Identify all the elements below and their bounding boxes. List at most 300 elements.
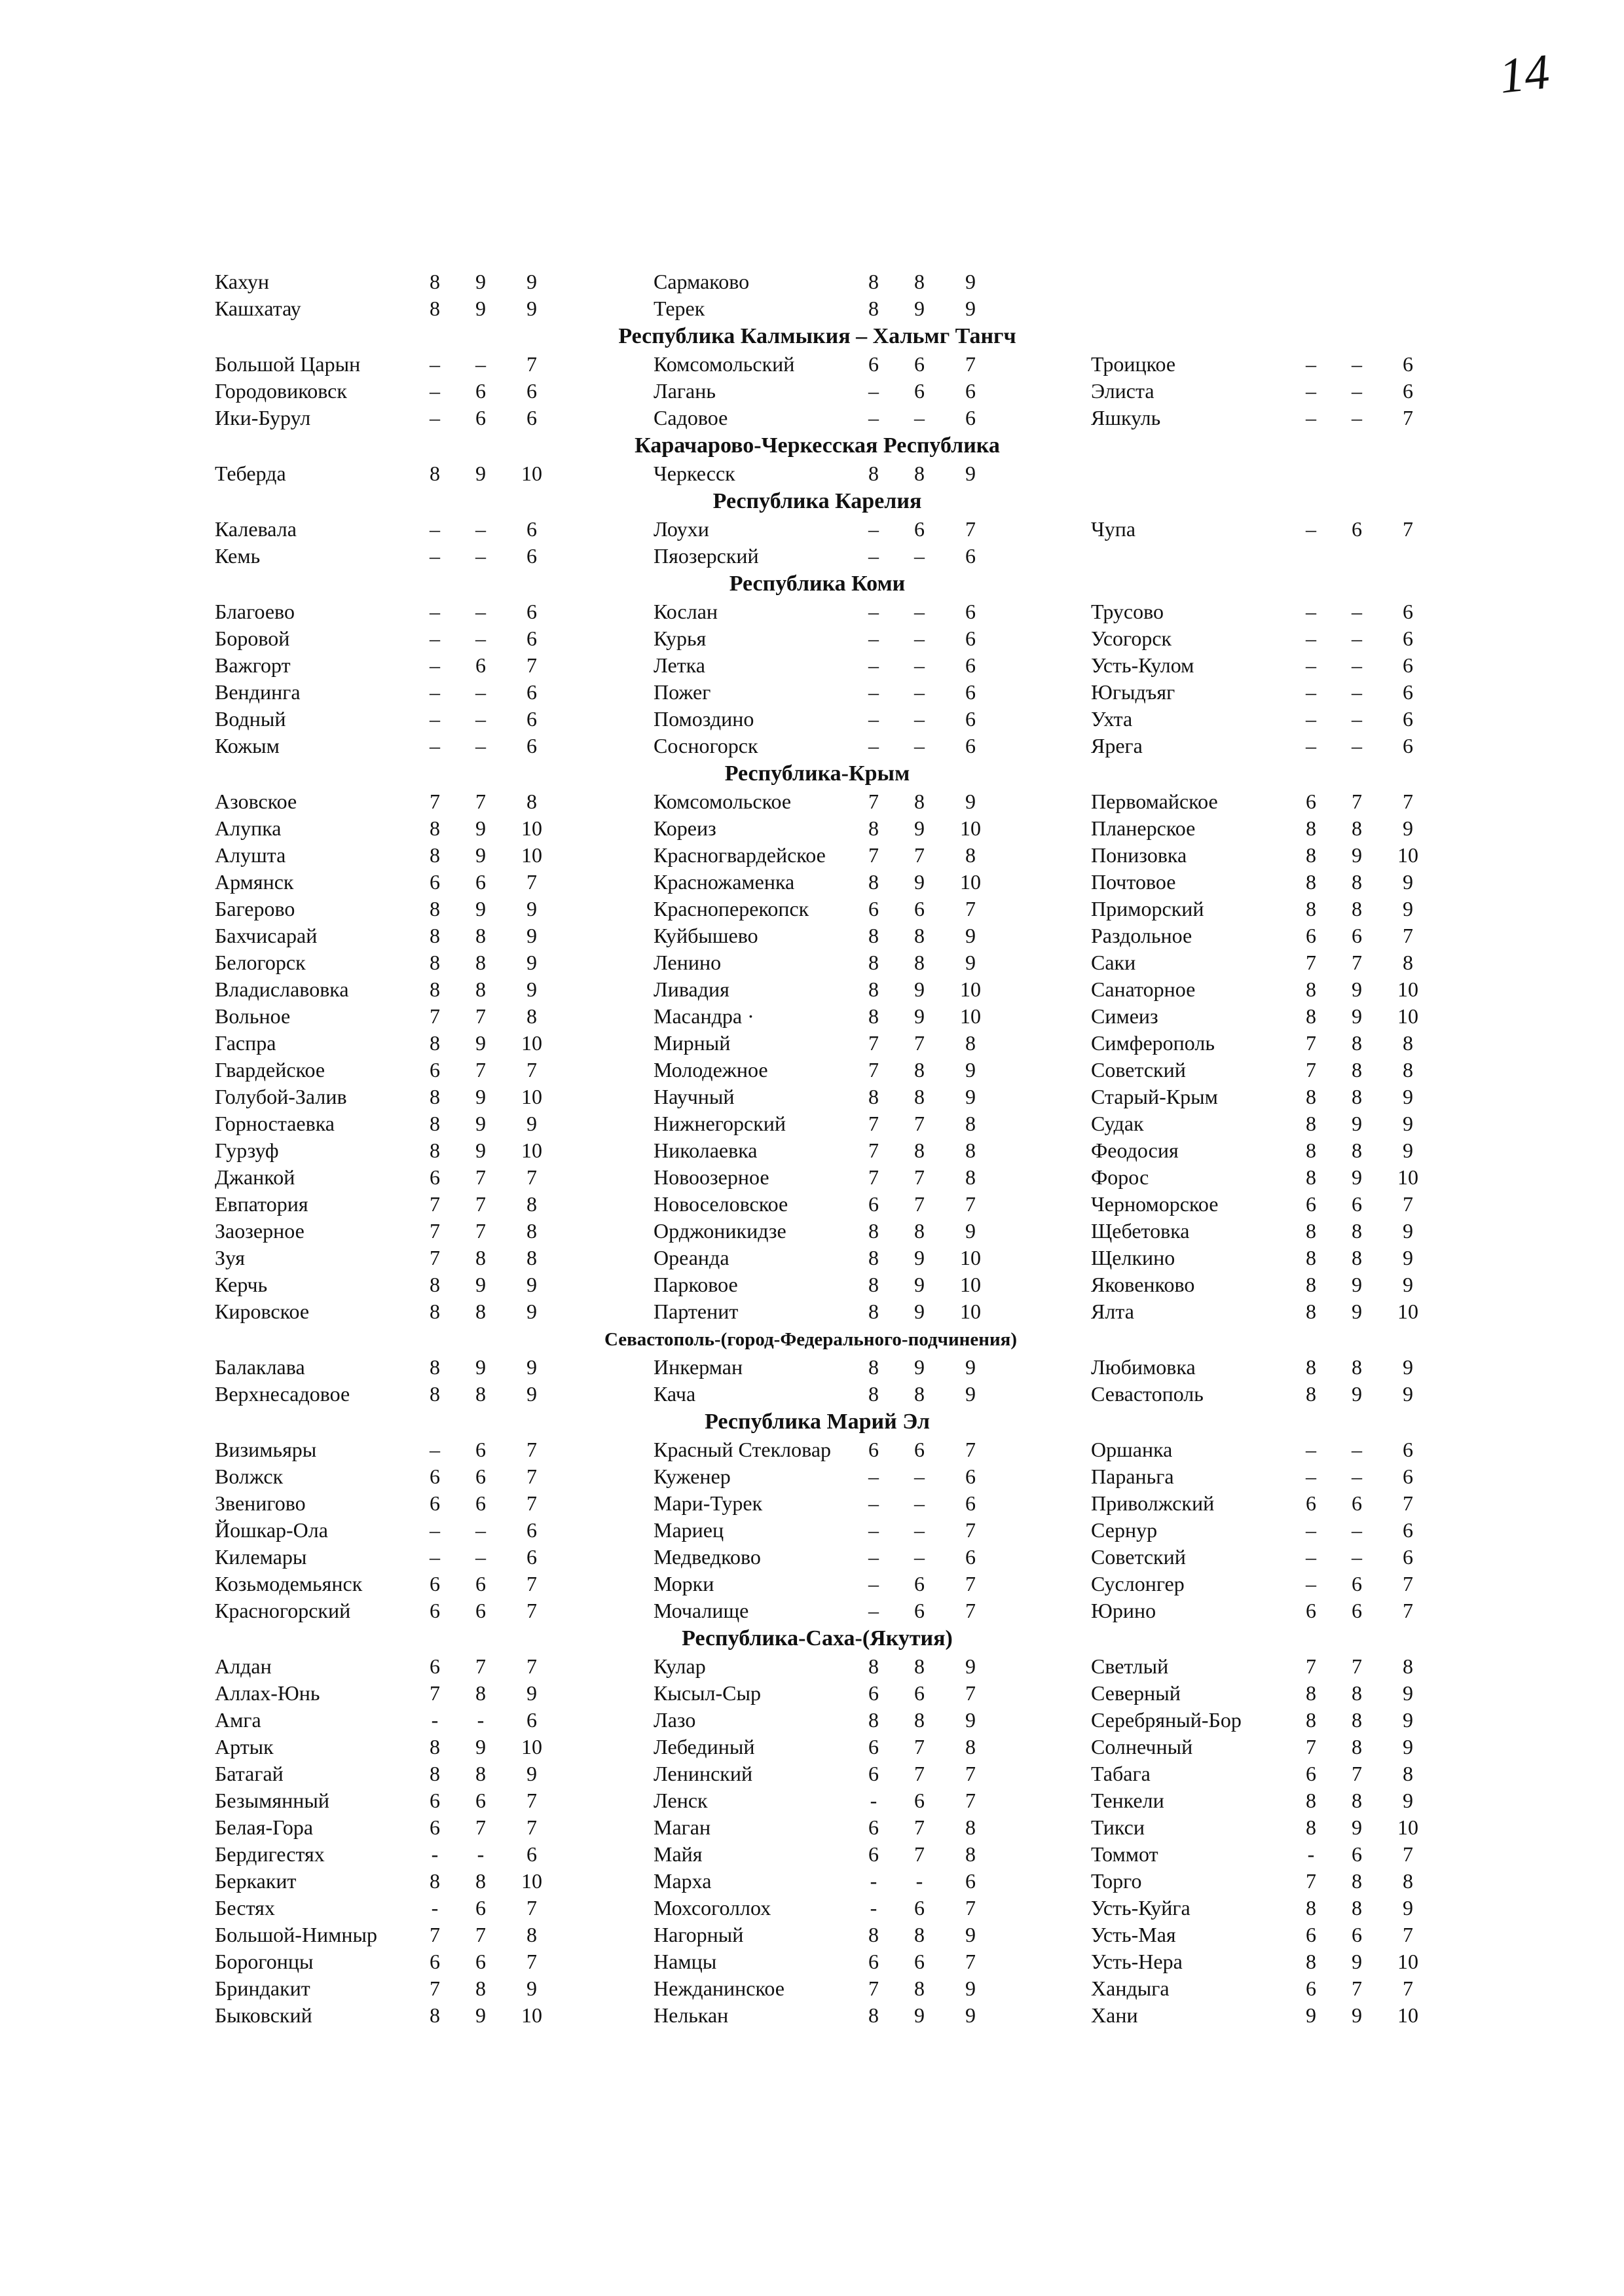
value-col-3: 6	[1403, 352, 1413, 376]
value-col-2: 7	[475, 1165, 486, 1189]
value-col-1: 6	[868, 1842, 879, 1866]
value-col-1: –	[1306, 1518, 1316, 1542]
table-row	[215, 405, 1446, 431]
value-col-2: –	[475, 352, 486, 376]
settlement-name: Троицкое	[1091, 352, 1176, 376]
value-col-1: –	[1306, 517, 1316, 541]
value-col-3: 9	[526, 1355, 537, 1379]
settlement-name: Бестях	[215, 1896, 275, 1920]
value-col-1: 8	[430, 843, 440, 867]
value-col-2: 8	[1352, 1085, 1362, 1108]
settlement-name: Понизовка	[1091, 843, 1187, 867]
value-col-1: 7	[430, 790, 440, 813]
value-col-3: 6	[965, 653, 976, 677]
section-title	[215, 759, 1446, 788]
value-col-3: 7	[526, 1165, 537, 1189]
value-col-1: 6	[868, 1950, 879, 1973]
value-col-3: 9	[1403, 1112, 1413, 1135]
settlement-name: Судак	[1091, 1112, 1144, 1135]
settlement-name: Феодосия	[1091, 1139, 1179, 1162]
settlement-name: Бахчисарай	[215, 924, 318, 947]
value-col-1: 7	[1306, 951, 1316, 974]
settlement-name: Владиславовка	[215, 977, 349, 1001]
value-col-1: 7	[868, 1165, 879, 1189]
value-col-2: 7	[1352, 951, 1362, 974]
settlement-name: Багерово	[215, 897, 295, 920]
value-col-3: 7	[1403, 517, 1413, 541]
value-col-2: 9	[475, 897, 486, 920]
value-col-1: –	[868, 1491, 879, 1515]
value-col-3: 10	[521, 816, 542, 840]
value-col-1: 8	[1306, 870, 1316, 894]
table-row	[215, 1003, 1446, 1030]
table-row	[215, 1057, 1446, 1084]
settlement-name: Усть-Мая	[1091, 1923, 1176, 1946]
value-col-2: 8	[914, 1085, 925, 1108]
value-col-3: 9	[965, 1923, 976, 1946]
settlement-name: Аллах-Юнь	[215, 1681, 320, 1705]
value-col-2: –	[1352, 627, 1362, 650]
value-col-2: 9	[475, 1085, 486, 1108]
value-col-1: 8	[868, 462, 879, 485]
value-col-1: 8	[868, 1219, 879, 1243]
settlement-name: Курья	[654, 627, 707, 650]
settlement-name: Водный	[215, 707, 286, 731]
settlement-name: Красногорский	[215, 1599, 351, 1622]
value-col-1: –	[868, 544, 879, 568]
value-col-2: 8	[914, 1654, 925, 1678]
value-col-3: 8	[965, 1031, 976, 1055]
value-col-3: 9	[526, 297, 537, 320]
value-col-2: 6	[914, 1789, 925, 1812]
value-col-2: –	[475, 734, 486, 757]
settlement-name: Ореанда	[654, 1246, 729, 1269]
value-col-2: 8	[475, 977, 486, 1001]
settlement-name: Приволжский	[1091, 1491, 1215, 1515]
settlement-name: Горностаевка	[215, 1112, 335, 1135]
value-col-3: 9	[1403, 1708, 1413, 1732]
value-col-2: 7	[475, 1654, 486, 1678]
value-col-1: 6	[430, 1654, 440, 1678]
value-col-3: 9	[526, 1977, 537, 2000]
value-col-3: 6	[1403, 600, 1413, 623]
section-title	[215, 322, 1446, 351]
settlement-name: Кашхатау	[215, 297, 301, 320]
settlement-name: Белогорск	[215, 951, 306, 974]
settlement-name: Мари-Турек	[654, 1491, 763, 1515]
value-col-2: 8	[914, 790, 925, 813]
value-col-2: 6	[914, 1572, 925, 1595]
value-col-2: –	[1352, 352, 1362, 376]
table-row	[215, 1271, 1446, 1298]
value-col-1: 7	[430, 1219, 440, 1243]
settlement-name: Ярега	[1091, 734, 1143, 757]
value-col-3: 9	[965, 2003, 976, 2027]
value-col-3: 6	[526, 406, 537, 429]
settlement-name: Евпатория	[215, 1192, 308, 1216]
value-col-2: 8	[1352, 897, 1362, 920]
value-col-2: 6	[914, 1896, 925, 1920]
table-row	[215, 1381, 1446, 1408]
value-col-1: 6	[868, 1192, 879, 1216]
value-col-3: 6	[965, 680, 976, 704]
table-row	[215, 922, 1446, 949]
value-col-2: –	[475, 680, 486, 704]
value-col-3: 10	[521, 1139, 542, 1162]
value-col-2: 6	[475, 406, 486, 429]
value-col-2: -	[915, 1869, 923, 1893]
value-col-2: –	[914, 406, 925, 429]
settlement-name: Нежданинское	[654, 1977, 784, 2000]
settlement-name: Марха	[654, 1869, 712, 1893]
section-title	[215, 1325, 1446, 1354]
value-col-2: 6	[475, 870, 486, 894]
table-row	[215, 842, 1446, 869]
value-col-2: –	[914, 734, 925, 757]
value-col-1: –	[1306, 1545, 1316, 1569]
settlement-name: Лазо	[654, 1708, 696, 1732]
value-col-2: 7	[914, 843, 925, 867]
settlement-name: Куженер	[654, 1465, 731, 1488]
settlement-name: Почтовое	[1091, 870, 1176, 894]
value-col-1: 6	[1306, 1192, 1316, 1216]
value-col-2: 6	[475, 1896, 486, 1920]
table-row	[215, 788, 1446, 815]
value-col-2: 9	[1352, 1165, 1362, 1189]
value-col-3: 10	[960, 977, 981, 1001]
value-col-3: 7	[965, 1192, 976, 1216]
section-title-text: Республика Марий Эл	[705, 1410, 930, 1434]
value-col-1: 6	[430, 1789, 440, 1812]
value-col-1: 7	[1306, 1735, 1316, 1758]
settlement-name: Вольное	[215, 1004, 291, 1028]
value-col-1: 7	[430, 1923, 440, 1946]
value-col-2: –	[1352, 1438, 1362, 1461]
settlement-name: Тенкели	[1091, 1789, 1164, 1812]
table-row	[215, 1814, 1446, 1841]
settlement-name: Йошкар-Ола	[215, 1518, 328, 1542]
value-col-1: 8	[430, 1300, 440, 1323]
value-col-3: 9	[526, 924, 537, 947]
settlement-name: Ленино	[654, 951, 722, 974]
value-col-2: 8	[475, 924, 486, 947]
value-col-1: 6	[430, 1599, 440, 1622]
table-row	[215, 1191, 1446, 1218]
value-col-3: 10	[521, 1031, 542, 1055]
settlement-name: Первомайское	[1091, 790, 1218, 813]
value-col-2: 9	[1352, 1273, 1362, 1296]
value-col-2: 9	[1352, 2003, 1362, 2027]
value-col-3: 9	[965, 297, 976, 320]
value-col-1: 8	[1306, 1139, 1316, 1162]
value-col-3: 9	[526, 1112, 537, 1135]
value-col-3: 6	[526, 379, 537, 403]
value-col-1: 6	[430, 1165, 440, 1189]
settlement-name: Саки	[1091, 951, 1136, 974]
settlement-name: Алушта	[215, 843, 286, 867]
value-col-2: 9	[475, 2003, 486, 2027]
value-col-3: 6	[1403, 1545, 1413, 1569]
value-col-2: 6	[475, 1950, 486, 1973]
settlement-name: Партенит	[654, 1300, 739, 1323]
settlement-name: Усть-Куйга	[1091, 1896, 1190, 1920]
settlement-name: Волжск	[215, 1465, 284, 1488]
value-col-2: 6	[475, 379, 486, 403]
value-col-2: 6	[914, 379, 925, 403]
settlement-name: Кысыл-Сыр	[654, 1681, 762, 1705]
value-col-1: 8	[1306, 1085, 1316, 1108]
value-col-2: 7	[914, 1842, 925, 1866]
value-col-3: 8	[526, 1219, 537, 1243]
value-col-1: –	[1306, 1438, 1316, 1461]
value-col-3: 6	[526, 734, 537, 757]
value-col-1: 8	[1306, 816, 1316, 840]
settlement-name: Черкесск	[654, 462, 735, 485]
value-col-3: 8	[965, 1842, 976, 1866]
value-col-1: 8	[430, 462, 440, 485]
settlement-name: Мариец	[654, 1518, 724, 1542]
table-row	[215, 1164, 1446, 1191]
section-title-text: Республика-Саха-(Якутия)	[682, 1626, 953, 1650]
value-col-1: 6	[868, 1815, 879, 1839]
value-col-2: –	[475, 1545, 486, 1569]
settlement-name: Борогонцы	[215, 1950, 314, 1973]
value-col-1: 8	[868, 1300, 879, 1323]
settlement-name: Ялта	[1091, 1300, 1134, 1323]
value-col-3: 6	[1403, 653, 1413, 677]
value-col-2: 8	[1352, 1708, 1362, 1732]
settlement-name: Черноморское	[1091, 1192, 1219, 1216]
settlement-name: Пожег	[654, 680, 711, 704]
value-col-1: 8	[430, 1112, 440, 1135]
value-col-3: 9	[1403, 816, 1413, 840]
value-col-3: 9	[526, 977, 537, 1001]
value-col-2: 7	[914, 1165, 925, 1189]
value-col-3: 9	[526, 897, 537, 920]
value-col-2: 9	[1352, 1004, 1362, 1028]
value-col-1: –	[430, 517, 440, 541]
settlement-name: Балаклава	[215, 1355, 305, 1379]
value-col-2: 8	[914, 1977, 925, 2000]
section-title-text: Республика Коми	[729, 572, 906, 596]
table-row	[215, 378, 1446, 405]
settlement-name: Хани	[1091, 2003, 1138, 2027]
settlement-name: Усогорск	[1091, 627, 1172, 650]
value-col-2: –	[475, 544, 486, 568]
value-col-3: 6	[526, 517, 537, 541]
value-col-1: 6	[868, 1438, 879, 1461]
value-col-3: 9	[965, 270, 976, 293]
settlement-name: Тикси	[1091, 1815, 1145, 1839]
settlement-name: Садовое	[654, 406, 728, 429]
value-col-2: –	[914, 653, 925, 677]
value-col-1: 6	[1306, 924, 1316, 947]
value-col-3: 6	[1403, 1465, 1413, 1488]
value-col-2: 6	[475, 653, 486, 677]
value-col-2: 6	[914, 1950, 925, 1973]
settlement-name: Визимьяры	[215, 1438, 317, 1461]
value-col-2: –	[1352, 734, 1362, 757]
value-col-3: 9	[965, 1219, 976, 1243]
value-col-2: –	[914, 627, 925, 650]
settlement-name: Мирный	[654, 1031, 731, 1055]
value-col-1: 6	[1306, 1491, 1316, 1515]
settlement-name: Помоздино	[654, 707, 754, 731]
table-row	[215, 295, 1446, 322]
table-row	[215, 1436, 1446, 1463]
value-col-3: 10	[1397, 1165, 1418, 1189]
value-col-3: 9	[965, 1708, 976, 1732]
value-col-1: 8	[1306, 977, 1316, 1001]
value-col-3: 7	[1403, 1977, 1413, 2000]
value-col-3: 8	[526, 1923, 537, 1946]
value-col-1: 8	[1306, 1382, 1316, 1406]
value-col-3: 10	[521, 843, 542, 867]
settlement-name: Кослан	[654, 600, 718, 623]
value-col-2: 8	[1352, 1246, 1362, 1269]
value-col-1: -	[1307, 1842, 1315, 1866]
value-col-3: 8	[1403, 1762, 1413, 1785]
value-col-1: –	[430, 734, 440, 757]
table-row	[215, 1760, 1446, 1787]
value-col-2: 6	[914, 1681, 925, 1705]
value-col-3: 8	[1403, 1869, 1413, 1893]
table-row	[215, 598, 1446, 625]
value-col-3: 8	[1403, 951, 1413, 974]
value-col-3: 7	[526, 1058, 537, 1082]
value-col-3: 6	[965, 406, 976, 429]
settlement-name: Оршанка	[1091, 1438, 1173, 1461]
value-col-1: –	[1306, 734, 1316, 757]
settlement-name: Чупа	[1091, 517, 1136, 541]
table-row	[215, 869, 1446, 896]
value-col-1: –	[868, 734, 879, 757]
table-row	[215, 351, 1446, 378]
value-col-2: 6	[475, 1572, 486, 1595]
settlement-name: Парковое	[654, 1273, 738, 1296]
value-col-1: 7	[868, 1139, 879, 1162]
value-col-2: 9	[914, 816, 925, 840]
value-col-3: 6	[526, 1842, 537, 1866]
value-col-1: -	[870, 1869, 877, 1893]
value-col-3: 6	[526, 544, 537, 568]
value-col-3: 7	[965, 352, 976, 376]
settlement-name: Суслонгер	[1091, 1572, 1185, 1595]
value-col-3: 8	[526, 1192, 537, 1216]
value-col-2: 8	[475, 1246, 486, 1269]
value-col-1: 7	[1306, 1654, 1316, 1678]
value-col-1: 8	[430, 1355, 440, 1379]
value-col-1: 8	[430, 1735, 440, 1758]
value-col-3: 9	[965, 462, 976, 485]
value-col-1: 7	[868, 1112, 879, 1135]
value-col-1: –	[430, 680, 440, 704]
value-col-2: 6	[1352, 1599, 1362, 1622]
value-col-1: 6	[430, 1815, 440, 1839]
section-title-text: Республика Калмыкия – Хальмг Тангч	[618, 324, 1016, 348]
settlement-name: Кахун	[215, 270, 270, 293]
value-col-3: 9	[965, 1977, 976, 2000]
value-col-3: 10	[521, 1869, 542, 1893]
value-col-3: 8	[965, 1735, 976, 1758]
value-col-3: 9	[526, 1681, 537, 1705]
settlement-name: Усть-Нера	[1091, 1950, 1183, 1973]
settlement-name: Кореиз	[654, 816, 716, 840]
value-col-2: 9	[914, 1273, 925, 1296]
table-row	[215, 1354, 1446, 1381]
value-col-2: –	[914, 1518, 925, 1542]
value-col-3: 6	[526, 680, 537, 704]
settlement-name: Батагай	[215, 1762, 284, 1785]
value-col-1: 6	[1306, 1977, 1316, 2000]
settlement-name: Молодежное	[654, 1058, 768, 1082]
settlement-name: Светлый	[1091, 1654, 1169, 1678]
value-col-2: 8	[475, 1869, 486, 1893]
value-col-2: 6	[914, 897, 925, 920]
value-col-1: 8	[868, 1923, 879, 1946]
settlement-name: Городовиковск	[215, 379, 347, 403]
value-col-3: 6	[1403, 680, 1413, 704]
value-col-2: 8	[1352, 1735, 1362, 1758]
value-col-3: 8	[1403, 1654, 1413, 1678]
value-col-3: 6	[965, 734, 976, 757]
value-col-2: –	[1352, 707, 1362, 731]
value-col-2: 8	[475, 1382, 486, 1406]
value-col-2: 9	[914, 297, 925, 320]
value-col-3: 9	[1403, 1219, 1413, 1243]
table-row	[215, 625, 1446, 652]
value-col-2: 7	[475, 1004, 486, 1028]
value-col-2: 9	[475, 270, 486, 293]
value-col-1: 8	[1306, 1300, 1316, 1323]
value-col-1: -	[431, 1708, 439, 1732]
value-col-2: 9	[475, 1735, 486, 1758]
value-col-3: 10	[1397, 1300, 1418, 1323]
value-col-2: –	[914, 600, 925, 623]
value-col-1: 6	[868, 352, 879, 376]
value-col-2: 8	[914, 1058, 925, 1082]
value-col-1: 7	[868, 1058, 879, 1082]
table-row	[215, 1895, 1446, 1922]
settlement-name: Научный	[654, 1085, 735, 1108]
value-col-3: 10	[1397, 1950, 1418, 1973]
value-col-2: 9	[1352, 977, 1362, 1001]
value-col-3: 9	[1403, 897, 1413, 920]
value-col-3: 10	[1397, 1004, 1418, 1028]
value-col-3: 7	[526, 1789, 537, 1812]
settlement-name: Северный	[1091, 1681, 1181, 1705]
settlement-name: Солнечный	[1091, 1735, 1193, 1758]
value-col-2: 8	[475, 1300, 486, 1323]
settlement-name: Пяозерский	[654, 544, 759, 568]
value-col-1: 8	[1306, 1112, 1316, 1135]
value-col-2: 6	[1352, 517, 1362, 541]
table-row	[215, 976, 1446, 1003]
value-col-1: 7	[430, 1004, 440, 1028]
value-col-1: 6	[1306, 1599, 1316, 1622]
settlement-name: Ливадия	[654, 977, 729, 1001]
settlement-name: Трусово	[1091, 600, 1164, 623]
value-col-3: 8	[1403, 1031, 1413, 1055]
value-col-3: 9	[526, 951, 537, 974]
value-col-1: –	[430, 544, 440, 568]
value-col-2: 9	[475, 1139, 486, 1162]
value-col-3: 9	[1403, 1355, 1413, 1379]
value-col-3: 9	[1403, 1896, 1413, 1920]
value-col-3: 9	[1403, 1735, 1413, 1758]
value-col-2: –	[914, 707, 925, 731]
value-col-1: 8	[868, 1085, 879, 1108]
